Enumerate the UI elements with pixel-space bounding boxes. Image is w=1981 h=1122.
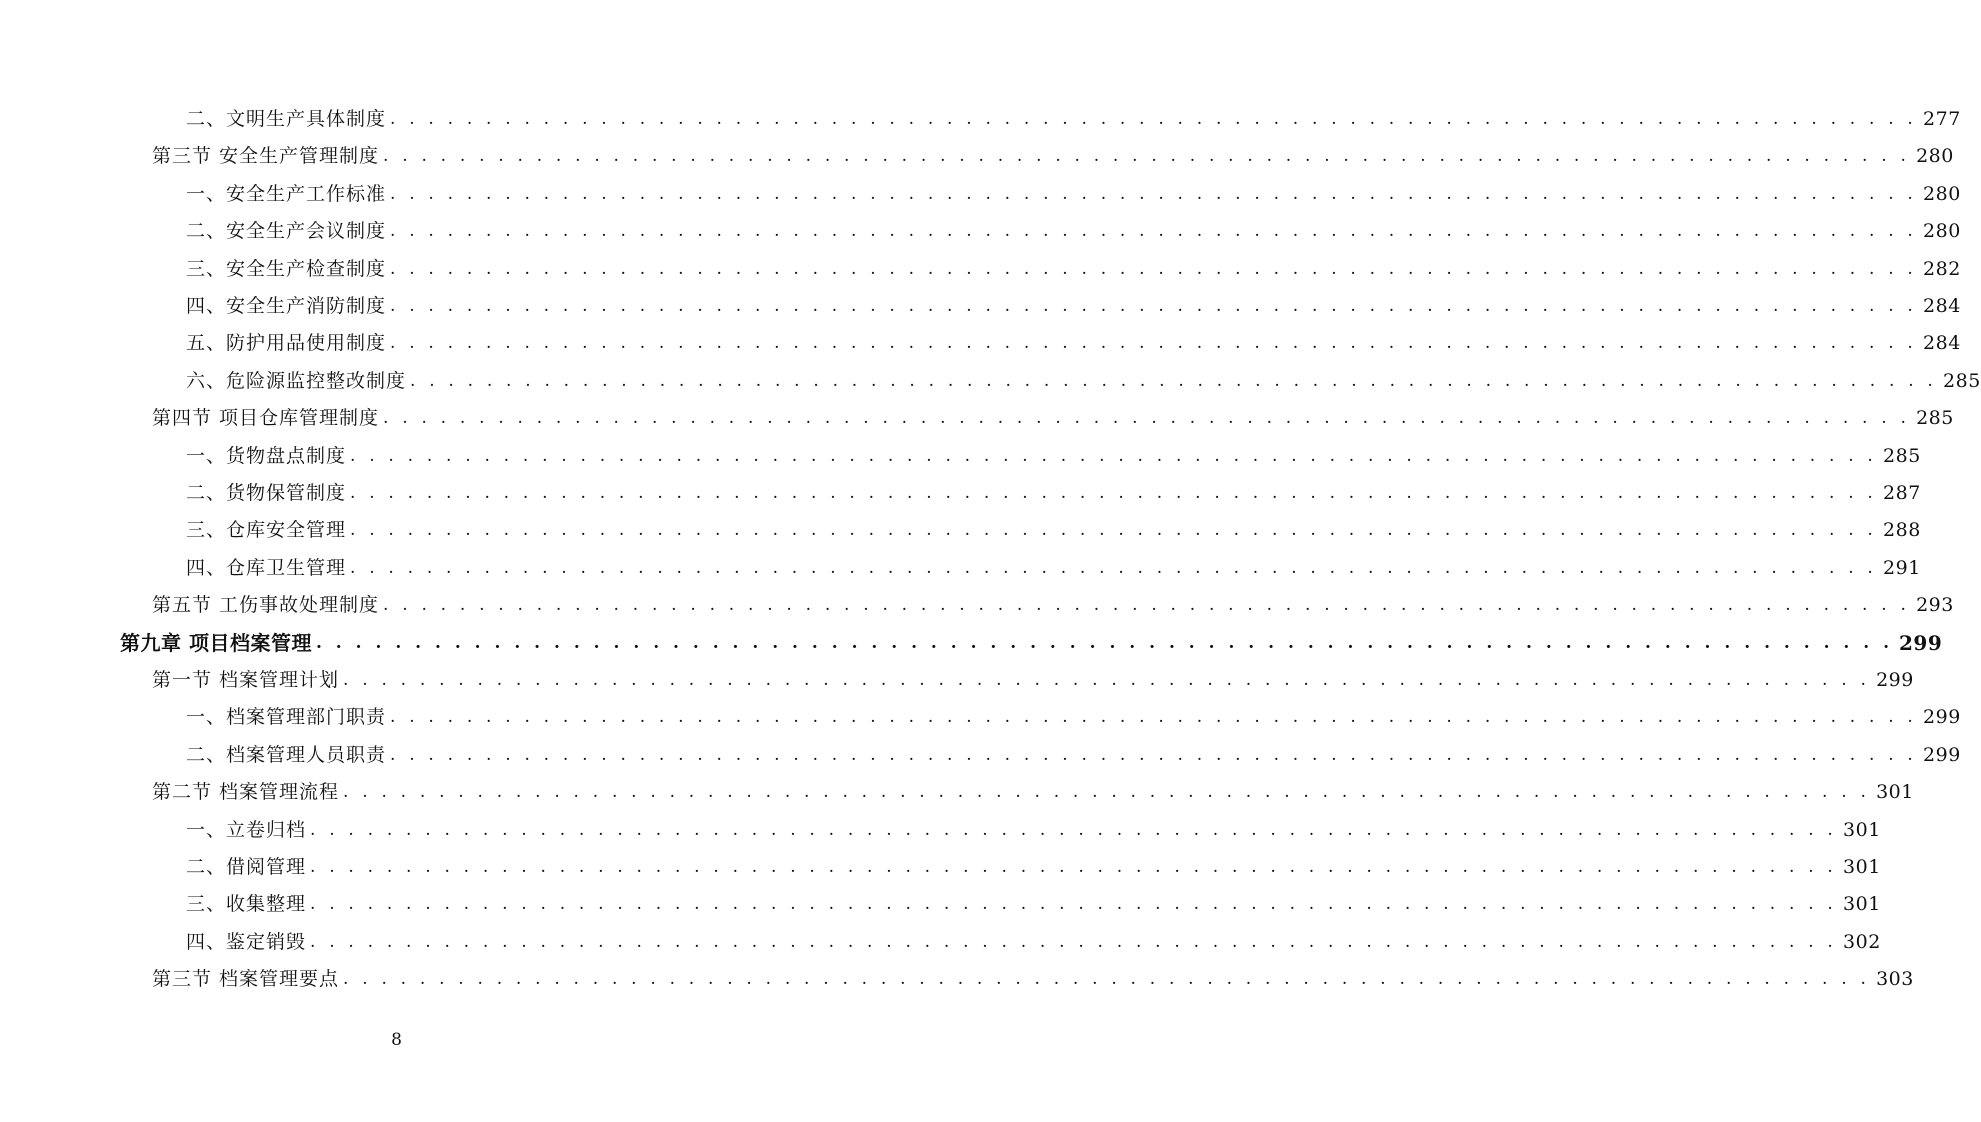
toc-entry-page: 288 — [1883, 519, 1921, 542]
toc-entry-title: 四、仓库卫生管理 — [186, 556, 347, 579]
toc-entry[interactable] — [0, 291, 1961, 321]
toc-entry[interactable] — [0, 777, 1914, 807]
toc-entry-title: 五、防护用品使用制度 — [186, 332, 387, 355]
toc-entry-page: 299 — [1923, 706, 1961, 729]
toc-entry-title: 二、档案管理人员职责 — [186, 743, 387, 766]
toc-entry[interactable] — [0, 702, 1961, 732]
toc-entry-page: 301 — [1876, 781, 1914, 804]
toc-entry[interactable] — [0, 254, 1961, 284]
toc-entry-title: 六、危险源监控整改制度 — [186, 369, 407, 392]
toc-entry-title: 二、安全生产会议制度 — [186, 220, 387, 243]
dot-leader: . . . . . . . . . . . . . . . . . . . . . . . . . . . . . . . . . . . . . . . . . . . . . . . . . . . . . . . . . . . . . . . . . . . . . . . . . . . . . . . . — [390, 707, 1918, 728]
dot-leader: . . . . . . . . . . . . . . . . . . . . . . . . . . . . . . . . . . . . . . . . . . . . . . . . . . . . . . . . . . . . . . . . . . . . . . . . . . . . . . . . — [310, 894, 1838, 915]
toc-entry-page: 282 — [1923, 257, 1961, 280]
toc-entry-page: 301 — [1843, 818, 1881, 841]
toc-entry[interactable] — [0, 815, 1881, 845]
dot-leader: . . . . . . . . . . . . . . . . . . . . . . . . . . . . . . . . . . . . . . . . . . . . . . . . . . . . . . . . . . . . . . . . . . . . . . . . . . . . . . . . — [350, 520, 1878, 541]
toc-entry-page: 301 — [1843, 893, 1881, 916]
toc-entry[interactable] — [0, 328, 1961, 358]
dot-leader: . . . . . . . . . . . . . . . . . . . . . . . . . . . . . . . . . . . . . . . . . . . . . . . . . . . . . . . . . . . . . . . . . . . . . . . . . . . . . . . . — [390, 744, 1918, 765]
toc-entry-page: 285 — [1943, 369, 1981, 392]
toc-entry[interactable] — [0, 927, 1881, 957]
toc-entry-title: 一、货物盘点制度 — [186, 444, 347, 467]
dot-leader: . . . . . . . . . . . . . . . . . . . . . . . . . . . . . . . . . . . . . . . . . . . . . . . . . . . . . . . . . . . . . . . . . . . . . . . . . . . . . . . . — [390, 296, 1918, 316]
toc-entry[interactable] — [0, 478, 1921, 508]
toc-entry[interactable] — [0, 216, 1961, 246]
toc-entry-page: 302 — [1843, 930, 1881, 953]
toc-entry-title: 四、安全生产消防制度 — [186, 295, 387, 317]
toc-entry-page: 299 — [1923, 743, 1961, 766]
toc-entry-title: 一、档案管理部门职责 — [186, 706, 387, 729]
toc-entry-page: 280 — [1923, 220, 1961, 243]
toc-entry-title: 第二节 档案管理流程 — [152, 781, 340, 804]
dot-leader: . . . . . . . . . . . . . . . . . . . . . . . . . . . . . . . . . . . . . . . . . . . . . . . . . . . . . . . . . . . . . . . . . . . . . . . . . . . . . . . . — [315, 632, 1894, 653]
toc-entry-title: 二、货物保管制度 — [186, 482, 347, 504]
toc-entry-page: 284 — [1923, 332, 1961, 355]
dot-leader: . . . . . . . . . . . . . . . . . . . . . . . . . . . . . . . . . . . . . . . . . . . . . . . . . . . . . . . . . . . . . . . . . . . . . . . . . . . . . . . . — [390, 183, 1918, 204]
toc-entry[interactable] — [0, 665, 1914, 695]
toc-entry-title: 一、立卷归档 — [186, 818, 307, 841]
toc-entry-title: 二、借阅管理 — [186, 856, 307, 878]
toc-entry-title: 第五节 工伤事故处理制度 — [152, 594, 380, 617]
dot-leader: . . . . . . . . . . . . . . . . . . . . . . . . . . . . . . . . . . . . . . . . . . . . . . . . . . . . . . . . . . . . . . . . . . . . . . . . . . . . . . . . — [390, 221, 1918, 242]
dot-leader: . . . . . . . . . . . . . . . . . . . . . . . . . . . . . . . . . . . . . . . . . . . . . . . . . . . . . . . . . . . . . . . . . . . . . . . . . . . . . . . . — [383, 146, 1911, 167]
toc-entry-page: 280 — [1923, 182, 1961, 205]
toc-entry-title: 第四节 项目仓库管理制度 — [152, 407, 380, 430]
toc-entry-page: 291 — [1883, 556, 1921, 579]
toc-entry-title: 三、仓库安全管理 — [186, 519, 347, 542]
dot-leader: . . . . . . . . . . . . . . . . . . . . . . . . . . . . . . . . . . . . . . . . . . . . . . . . . . . . . . . . . . . . . . . . . . . . . . . . . . . . . . . . — [390, 333, 1918, 354]
toc-entry[interactable] — [0, 553, 1921, 583]
toc-entry-page: 285 — [1883, 444, 1921, 467]
dot-leader: . . . . . . . . . . . . . . . . . . . . . . . . . . . . . . . . . . . . . . . . . . . . . . . . . . . . . . . . . . . . . . . . . . . . . . . . . . . . . . . . — [350, 557, 1878, 578]
toc-entry[interactable] — [0, 628, 1943, 658]
dot-leader: . . . . . . . . . . . . . . . . . . . . . . . . . . . . . . . . . . . . . . . . . . . . . . . . . . . . . . . . . . . . . . . . . . . . . . . . . . . . . . . . — [350, 483, 1878, 503]
dot-leader: . . . . . . . . . . . . . . . . . . . . . . . . . . . . . . . . . . . . . . . . . . . . . . . . . . . . . . . . . . . . . . . . . . . . . . . . . . . . . . . . — [310, 931, 1838, 952]
toc-entry[interactable] — [0, 104, 1961, 134]
toc-entry[interactable] — [0, 590, 1954, 620]
toc-entry[interactable] — [0, 441, 1921, 471]
toc-entry-title: 第三节 档案管理要点 — [152, 968, 340, 991]
toc-entry-title: 四、鉴定销毁 — [186, 930, 307, 953]
toc-entry[interactable] — [0, 740, 1961, 770]
toc-entry-title: 三、收集整理 — [186, 893, 307, 916]
page-number: 8 — [391, 1030, 402, 1050]
dot-leader: . . . . . . . . . . . . . . . . . . . . . . . . . . . . . . . . . . . . . . . . . . . . . . . . . . . . . . . . . . . . . . . . . . . . . . . . . . . . . . . . — [310, 857, 1838, 877]
toc-entry[interactable] — [0, 403, 1954, 433]
dot-leader: . . . . . . . . . . . . . . . . . . . . . . . . . . . . . . . . . . . . . . . . . . . . . . . . . . . . . . . . . . . . . . . . . . . . . . . . . . . . . . . . — [383, 408, 1911, 429]
dot-leader: . . . . . . . . . . . . . . . . . . . . . . . . . . . . . . . . . . . . . . . . . . . . . . . . . . . . . . . . . . . . . . . . . . . . . . . . . . . . . . . . — [343, 670, 1871, 690]
dot-leader: . . . . . . . . . . . . . . . . . . . . . . . . . . . . . . . . . . . . . . . . . . . . . . . . . . . . . . . . . . . . . . . . . . . . . . . . . . . . . . . . — [390, 109, 1918, 129]
toc-entry-page: 280 — [1916, 145, 1954, 168]
dot-leader: . . . . . . . . . . . . . . . . . . . . . . . . . . . . . . . . . . . . . . . . . . . . . . . . . . . . . . . . . . . . . . . . . . . . . . . . . . . . . . . . — [343, 782, 1871, 803]
toc-entry-page: 293 — [1916, 594, 1954, 617]
toc-entry-page: 277 — [1923, 108, 1961, 130]
toc-entry-page: 287 — [1883, 482, 1921, 504]
toc-entry-title: 三、安全生产检查制度 — [186, 257, 387, 280]
toc-entry-page: 303 — [1876, 968, 1914, 991]
toc-entry-page: 299 — [1899, 630, 1943, 655]
toc-entry-page: 301 — [1843, 856, 1881, 878]
dot-leader: . . . . . . . . . . . . . . . . . . . . . . . . . . . . . . . . . . . . . . . . . . . . . . . . . . . . . . . . . . . . . . . . . . . . . . . . . . . . . . . . — [383, 595, 1911, 616]
toc-entry-page: 285 — [1916, 407, 1954, 430]
dot-leader: . . . . . . . . . . . . . . . . . . . . . . . . . . . . . . . . . . . . . . . . . . . . . . . . . . . . . . . . . . . . . . . . . . . . . . . . . . . . . . . . — [310, 819, 1838, 840]
toc-entry[interactable] — [0, 515, 1921, 545]
toc-entry-title: 第九章 项目档案管理 — [120, 630, 312, 655]
toc-entry-title: 第三节 安全生产管理制度 — [152, 145, 380, 168]
toc-entry-page: 299 — [1876, 669, 1914, 691]
dot-leader: . . . . . . . . . . . . . . . . . . . . . . . . . . . . . . . . . . . . . . . . . . . . . . . . . . . . . . . . . . . . . . . . . . . . . . . . . . . . . . . . — [410, 370, 1938, 391]
toc-entry[interactable] — [0, 852, 1881, 882]
toc-entry-title: 第一节 档案管理计划 — [152, 669, 340, 691]
toc-entry-title: 一、安全生产工作标准 — [186, 182, 387, 205]
dot-leader: . . . . . . . . . . . . . . . . . . . . . . . . . . . . . . . . . . . . . . . . . . . . . . . . . . . . . . . . . . . . . . . . . . . . . . . . . . . . . . . . — [343, 969, 1871, 990]
toc-entry[interactable] — [0, 179, 1961, 209]
dot-leader: . . . . . . . . . . . . . . . . . . . . . . . . . . . . . . . . . . . . . . . . . . . . . . . . . . . . . . . . . . . . . . . . . . . . . . . . . . . . . . . . — [350, 445, 1878, 466]
toc-entry[interactable] — [0, 141, 1954, 171]
dot-leader: . . . . . . . . . . . . . . . . . . . . . . . . . . . . . . . . . . . . . . . . . . . . . . . . . . . . . . . . . . . . . . . . . . . . . . . . . . . . . . . . — [390, 258, 1918, 279]
toc-entry-title: 二、文明生产具体制度 — [186, 108, 387, 130]
toc-entry[interactable] — [0, 889, 1881, 919]
toc-entry[interactable] — [0, 964, 1914, 994]
toc-entry[interactable] — [0, 366, 1981, 396]
toc-entry-page: 284 — [1923, 295, 1961, 317]
